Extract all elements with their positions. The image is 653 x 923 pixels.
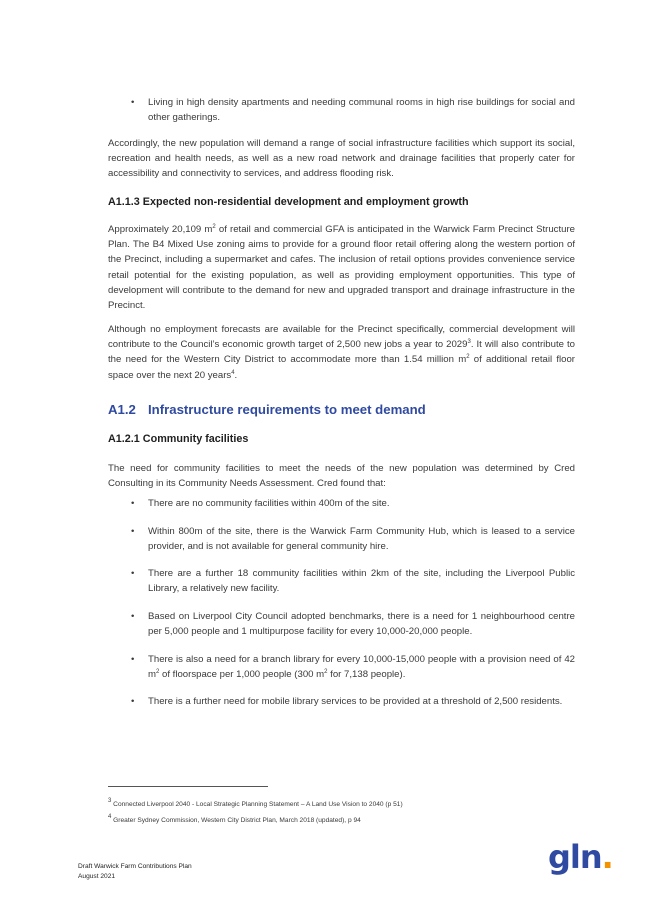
footer-title: Draft Warwick Farm Contributions Plan (78, 863, 192, 870)
bullet-text: Based on Liverpool City Council adopted benchmarks, there is a need for 1 neighbourhood centre per 5,000 people and 1 multipurpose facility for every 10,000-20,000 people. (148, 611, 575, 638)
footnote-4: $^4$ Greater Sydney Commission, Western City District Plan, March 2018 (updated), p 94 (108, 814, 361, 824)
paragraph-cred-intro: The need for community facilities to meet the needs of the new population was determined by Cred Consulting in its Community Needs Assessment. Cred found that: (108, 463, 575, 490)
bullet-text: Living in high density apartments and needing communal rooms in high rise buildings for social and other gatherings. (148, 97, 575, 124)
paragraph-accordingly: Accordingly, the new population will demand a range of social infrastructure facilities which support its social, recreation and health needs, as well as a new road network and drainage facilities that properly cater for accessibility and connectivity to services, and address flooding risk. (108, 138, 575, 180)
bullet-icon: • (131, 654, 135, 665)
paragraph-employment: Although no employment forecasts are available for the Precinct specifically, commercial development will contribute to the Council’s economic growth target of 2,500 new jobs a year to 2029$^3$. It will also contribute to the need for the Western City District to accommodate more than 1.54 million $m^2$ of additional retail floor space over the next 20 years$^4$. (108, 324, 575, 381)
list-item (108, 566, 575, 596)
gln-logo: gln. (548, 838, 613, 876)
heading-a113: A1.1.3 Expected non-residential development and employment growth (108, 196, 469, 208)
list-item (108, 95, 575, 125)
bullet-text: There is also a need for a branch library for every 10,000-15,000 people with a provision need of 42 $m^2$ of floorspace per 1,000 people (300 $m^2$ for 7,138 people). (148, 654, 575, 681)
list-item (108, 524, 575, 554)
bullet-icon: • (131, 97, 135, 108)
footnote-divider (108, 786, 268, 787)
bullet-icon: • (131, 611, 135, 622)
bullet-text: Within 800m of the site, there is the Warwick Farm Community Hub, which is leased to a service provider, and is not available for general community hire. (148, 526, 575, 553)
list-item (108, 652, 575, 682)
bullet-icon: • (131, 568, 135, 579)
bullet-icon: • (131, 526, 135, 537)
heading-a12: A1.2 Infrastructure requirements to meet demand (108, 402, 426, 417)
bullet-icon: • (131, 696, 135, 707)
paragraph-retail-gfa: Approximately 20,109 $m^2$ of retail and commercial GFA is anticipated in the Warwick Farm Precinct Structure Plan. The B4 Mixed Use zoning aims to provide for a ground floor retail offering along the western portion of the Precinct, including a supermarket and cafes. The inclusion of retail options provides convenience service retail potential for the existing population, as well as providing employment opportunities. This type of development will contribute to the demand for new and upgraded transport and drainage infrastructure in the Precinct. (108, 224, 576, 312)
list-item (108, 694, 575, 709)
list-item (108, 496, 575, 511)
bullet-text: There is a further need for mobile library services to be provided at a threshold of 2,500 residents. (148, 696, 563, 707)
bullet-icon: • (131, 498, 135, 509)
bullet-text: There are a further 18 community facilities within 2km of the site, including the Liverpool Public Library, a relatively new facility. (148, 568, 575, 595)
footer-date: August 2021 (78, 873, 116, 880)
bullet-text: There are no community facilities within 400m of the site. (148, 498, 390, 509)
heading-a121: A1.2.1 Community facilities (108, 433, 249, 445)
footnote-3: $^3$ Connected Liverpool 2040 - Local Strategic Planning Statement – A Land Use Vision to 2040 (p 51) (108, 798, 403, 808)
list-item (108, 609, 575, 639)
